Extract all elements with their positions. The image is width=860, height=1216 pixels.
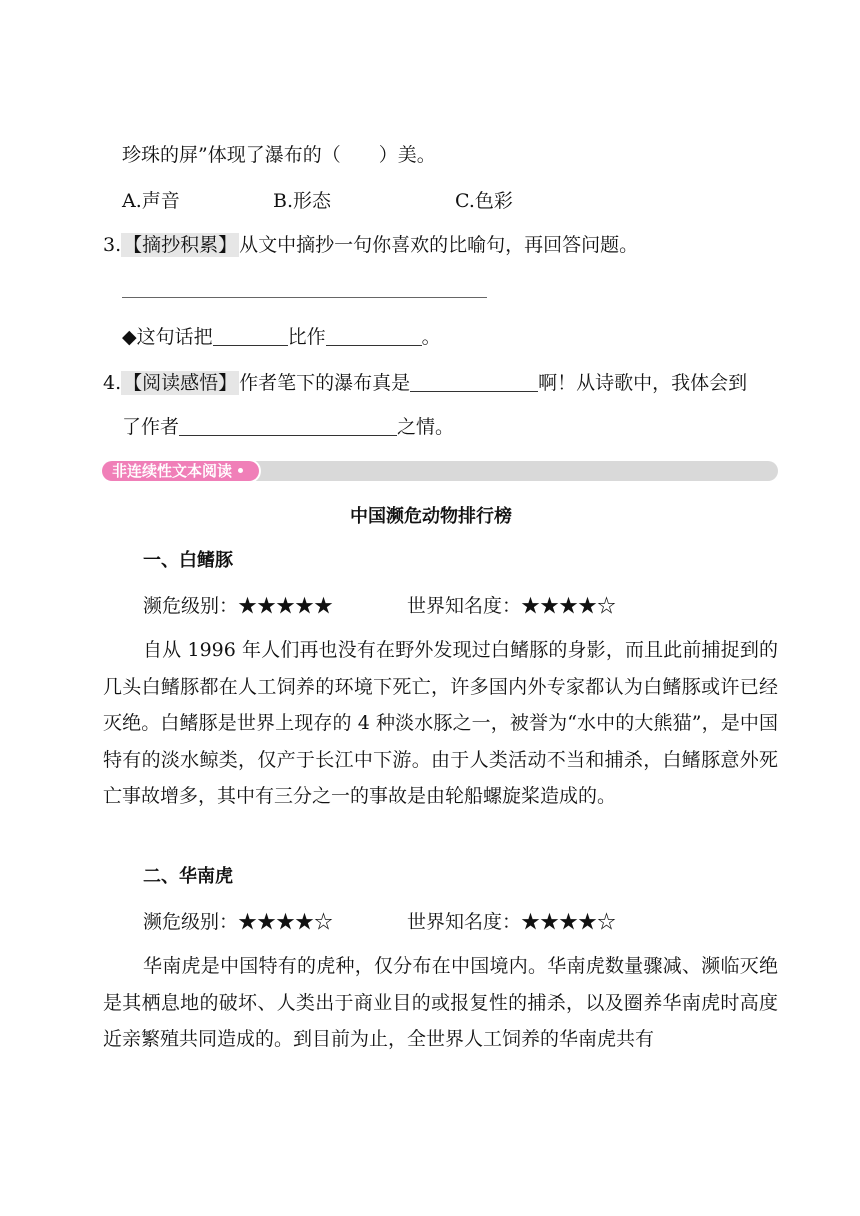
animal-paragraph: 华南虎是中国特有的虎种，仅分布在中国境内。华南虎数量骤减、濒临灭绝是其栖息地的破坏、人类出于商业目的或报复性的捕杀，以及圈养华南虎时高度近亲繁殖共同造成的。到目前为止，全世界人工饲养的华南虎共有 <box>103 955 778 1050</box>
q2-option-b[interactable]: B.形态 <box>273 190 332 212</box>
rating-row <box>143 913 333 932</box>
q4-line-2 <box>122 417 454 437</box>
q3-tag: 【摘抄积累】 <box>123 234 238 256</box>
q4-blank-1[interactable] <box>410 373 538 392</box>
section-label: 非连续性文本阅读 <box>112 462 233 480</box>
q3-blank-1[interactable] <box>213 327 288 346</box>
fame-row <box>407 913 616 932</box>
q4-number: 4. <box>103 372 122 394</box>
q2-continuation-prefix: 珍珠的屏”体现了瀑布的（ <box>122 144 341 166</box>
section-label-pill <box>102 461 259 481</box>
animal-heading: 二、华南虎 <box>143 866 233 887</box>
danger-stars: ★★★★★ <box>238 595 334 617</box>
animal-heading: 一、白鳍豚 <box>143 550 233 571</box>
q2-option-c[interactable]: C.色彩 <box>455 190 513 212</box>
q3-question <box>103 236 638 255</box>
fame-row <box>407 597 616 616</box>
q3-blank-2[interactable] <box>326 327 422 346</box>
q3-text: 从文中摘抄一句你喜欢的比喻句，再回答问题。 <box>239 234 639 256</box>
q4-text-before: 作者笔下的瀑布真是 <box>239 372 411 394</box>
q3-answer-line[interactable] <box>122 297 487 298</box>
danger-label: 濒危级别： <box>143 911 239 933</box>
q4-line2-suffix: 之情。 <box>397 416 455 438</box>
danger-label: 濒危级别： <box>143 595 239 617</box>
q2-option-a[interactable]: A.声音 <box>122 190 180 212</box>
article-title: 中国濒危动物排行榜 <box>350 506 512 527</box>
animal-paragraph: 自从 1996 年人们再也没有在野外发现过白鳍豚的身影，而且此前捕捉到的几头白鳍豚都在人工饲养的环境下死亡，许多国内外专家都认为白鳍豚或许已经灭绝。白鳍豚是世界上现存的 4 种淡水豚之一，被誉为“水中的大熊猫”，是中国特有的淡水鲸类，仅产于长江中下游。由于人类活动不当和捕杀，白鳍豚意外死亡事故增多，其中有三分之一的事故是由轮船螺旋桨造成的。 <box>103 639 778 807</box>
q4-line2-prefix: 了作者 <box>122 416 180 438</box>
q4-blank-2[interactable] <box>179 417 397 436</box>
dot-icon <box>238 468 243 473</box>
q3-number: 3. <box>103 234 122 256</box>
q4-question <box>103 373 747 393</box>
q2-continuation <box>122 146 436 165</box>
q2-continuation-suffix: ）美。 <box>378 144 436 166</box>
fame-label: 世界知名度： <box>407 911 522 933</box>
q4-tag: 【阅读感悟】 <box>123 372 238 394</box>
q3-fill-line <box>122 327 441 347</box>
q3-fill-suffix: 。 <box>421 326 441 348</box>
rating-row <box>143 597 333 616</box>
q3-fill-middle: 比作 <box>287 326 326 348</box>
fame-label: 世界知名度： <box>407 595 522 617</box>
q4-text-after: 啊！从诗歌中，我体会到 <box>538 372 748 394</box>
fame-stars: ★★★★☆ <box>521 595 617 617</box>
q3-fill-prefix: ◆这句话把 <box>122 326 213 348</box>
fame-stars: ★★★★☆ <box>521 911 617 933</box>
danger-stars: ★★★★☆ <box>238 911 334 933</box>
